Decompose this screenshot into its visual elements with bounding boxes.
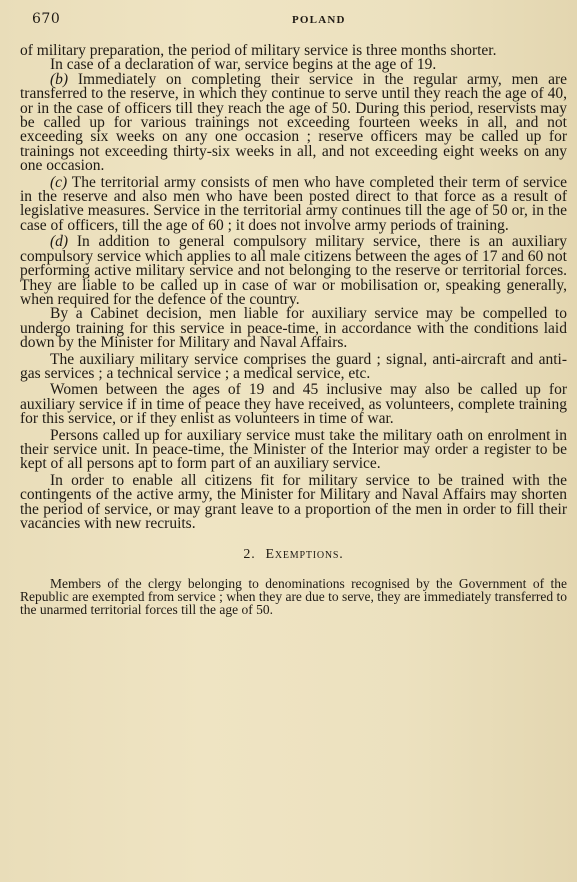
paragraph: By a Cabinet decision, men liable for auxiliary service may be compelled to undergo training for this service in peace-time, in accordance with the conditions laid down by the Minister for Military and Naval Affairs. bbox=[20, 305, 567, 352]
section-number: 2. bbox=[243, 547, 256, 563]
paragraph: (c) The territorial army consists of men who have completed their term of service in the reserve and also men who have been posted direct to that force as a result of legislative measures. Service in the territorial army continues till the age of 50 or, in the case of officers, till the age of 60 ; it does not involve army periods of training. bbox=[20, 173, 567, 234]
paragraph: The auxiliary military service comprises the guard ; signal, anti-aircraft and anti-gas services ; a technical service ; a medical service, etc. bbox=[20, 350, 567, 382]
paragraph: (d) In addition to general compulsory military service, there is an auxiliary compulsory service which applies to all male citizens between the ages of 17 and 60 not performing active military service and not belonging to the reserve or territorial forces. They are liable to be called up in case of war or mobilisation or, speaking generally, when required for the defence of the country. bbox=[20, 233, 567, 308]
paragraph: Members of the clergy belonging to denominations recognised by the Government of the Republic are exempted from service ; when they are due to serve, they are immediately transferred to the unarmed territorial forces till the age of 50. bbox=[20, 576, 567, 618]
page-number: 670 bbox=[32, 11, 61, 27]
body-text bbox=[20, 44, 567, 531]
running-head: POLAND bbox=[292, 14, 346, 26]
small-print-text bbox=[20, 577, 567, 616]
paragraph: In case of a declaration of war, service begins at the age of 19. bbox=[50, 56, 437, 74]
paragraph: Persons called up for auxiliary service must take the military oath on enrolment in their service unit. In peace-time, the Minister of the Interior may order a register to be kept of all persons apt to form part of an auxiliary service. bbox=[20, 426, 567, 473]
paragraph: Women between the ages of 19 and 45 inclusive may also be called up for auxiliary service if in time of peace they have received, as volunteers, complete training for this service, or if they enlist as volunteers in time of war. bbox=[20, 381, 567, 428]
paragraph: of military preparation, the period of military service is three months shorter. bbox=[20, 42, 497, 59]
item-label: (b) bbox=[50, 70, 69, 88]
paragraph: In order to enable all citizens fit for military service to be trained with the contingents of the active army, the Minister for Military and Naval Affairs may shorten the period of service, or may grant leave to a proportion of the men in order to fill their vacancies with new recruits. bbox=[20, 471, 567, 532]
page-header bbox=[20, 8, 567, 36]
item-label: (c) bbox=[50, 173, 68, 191]
section-heading bbox=[20, 547, 567, 563]
section-title: Exemptions. bbox=[265, 547, 344, 563]
paragraph: (b) Immediately on completing their service in the regular army, men are transferred to the reserve, in which they continue to serve until they reach the age of 40, or in the case of officers till they reach the age of 50. During this period, reservists may be called up for various trainings not exceeding fourteen weeks in all, and not exceeding six weeks on any one occasion ; reserve officers may be called up for trainings not exceeding thirty-six weeks in all, and not exceeding eight weeks on any one occasion. bbox=[20, 70, 567, 175]
item-label: (d) bbox=[50, 233, 69, 251]
